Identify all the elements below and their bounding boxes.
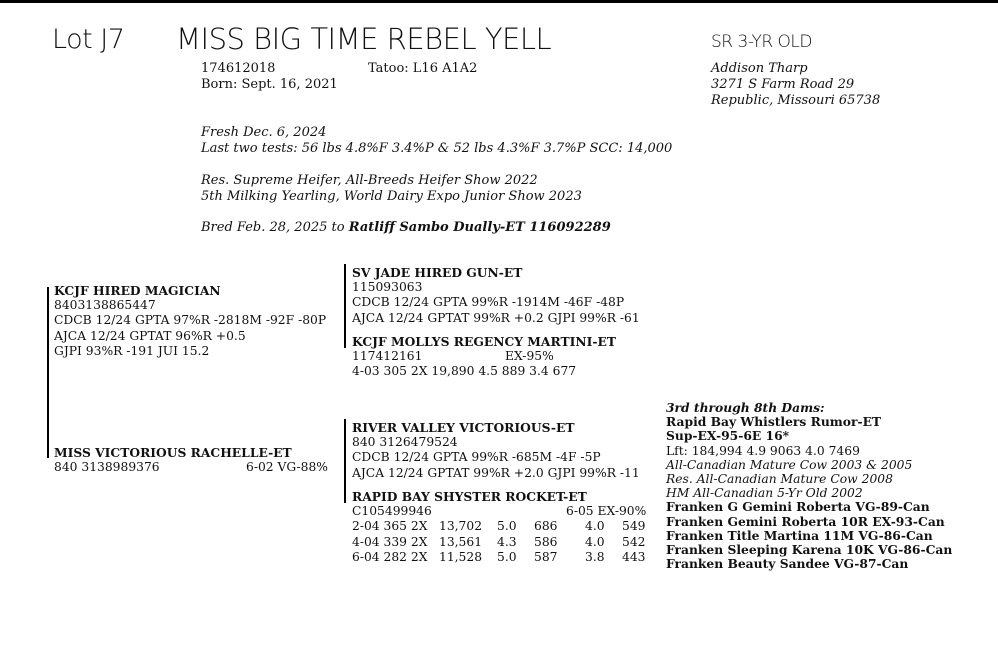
record-cell: 4.3	[497, 534, 517, 549]
record-cell: 13,702	[439, 519, 483, 534]
sires-dam-record: 4-03 305 2X 19,890 4.5 889 3.4 677	[352, 364, 577, 379]
animal-class: SR 3-YR OLD	[711, 32, 812, 52]
sire-block	[54, 283, 326, 359]
third-dam-name: Rapid Bay Whistlers Rumor-ET	[666, 414, 882, 430]
sires-sire-reg: 115093063	[352, 280, 423, 295]
dam-score: 6-02 VG-88%	[246, 460, 328, 475]
record-cell: 4-04 339 2X	[352, 534, 428, 549]
sires-sire-line-1: CDCB 12/24 GPTA 99%R -1914M -46F -48P	[352, 295, 625, 310]
fifth-dam: Franken Gemini Roberta 10R EX-93-Can	[666, 513, 945, 529]
sires-sire-name: SV JADE HIRED GUN-ET	[352, 265, 523, 280]
pedigree-line-dam	[344, 419, 346, 503]
dams-section	[666, 401, 952, 571]
dams-sire-line-1: CDCB 12/24 GPTA 99%R -685M -4F -5P	[352, 450, 601, 465]
dams-dam-reg-row	[352, 504, 652, 519]
sires-dam-name: KCJF MOLLYS REGENCY MARTINI-ET	[352, 334, 616, 349]
dam-reg-row	[54, 460, 334, 475]
eighth-dam: Franken Beauty Sandee VG-87-Can	[666, 556, 909, 572]
last-tests: Last two tests: 56 lbs 4.8%F 3.4%P & 52 lbs 4.3%F 3.7%P SCC: 14,000	[201, 141, 673, 156]
award-1: Res. Supreme Heifer, All-Breeds Heifer Show 2022	[201, 173, 538, 188]
sires-sire-block	[352, 265, 640, 326]
record-cell: 11,528	[439, 549, 483, 564]
dam-reg: 840 3138989376	[54, 460, 160, 475]
dams-dam-score: 6-05 EX-90%	[566, 504, 647, 519]
sire-line-3: GJPI 93%R -191 JUI 15.2	[54, 343, 210, 358]
record-row	[352, 519, 652, 534]
record-cell: 586	[534, 534, 558, 549]
dam-block	[54, 445, 334, 475]
record-row	[352, 535, 652, 550]
record-cell: 3.8	[585, 549, 605, 564]
dam-name: MISS VICTORIOUS RACHELLE-ET	[54, 445, 292, 460]
born-date: Born: Sept. 16, 2021	[201, 77, 338, 92]
sires-dam-reg-row	[352, 349, 592, 364]
fourth-dam: Franken G Gemini Roberta VG-89-Can	[666, 499, 930, 515]
record-cell: 13,561	[439, 534, 483, 549]
record-cell: 5.0	[497, 549, 517, 564]
dams-sire-name: RIVER VALLEY VICTORIOUS-ET	[352, 420, 575, 435]
bred-info: Bred Feb. 28, 2025 to Ratliff Sambo Dually-ET 116092289	[201, 220, 611, 235]
seventh-dam: Franken Sleeping Karena 10K VG-86-Can	[666, 542, 953, 558]
third-dam-score: Sup-EX-95-6E 16*	[666, 428, 790, 444]
sire-reg: 8403138865447	[54, 298, 156, 313]
lot-number: Lot J7	[52, 24, 125, 55]
record-cell: 443	[622, 549, 646, 564]
sires-sire-line-2: AJCA 12/24 GPTAT 99%R +0.2 GJPI 99%R -61	[352, 310, 640, 325]
sire-line-1: CDCB 12/24 GPTA 97%R -2818M -92F -80P	[54, 313, 327, 328]
record-cell: 4.0	[585, 519, 605, 534]
record-cell: 549	[622, 519, 646, 534]
consignor-name: Addison Tharp	[711, 61, 808, 76]
consignor-city: Republic, Missouri 65738	[711, 93, 881, 108]
record-cell: 6-04 282 2X	[352, 549, 428, 564]
animal-name: MISS BIG TIME REBEL YELL	[176, 22, 552, 56]
award-2: 5th Milking Yearling, World Dairy Expo Junior Show 2023	[201, 189, 582, 204]
dams-heading: 3rd through 8th Dams:	[666, 400, 825, 415]
record-cell: 542	[622, 534, 646, 549]
dams-dam-records	[352, 519, 652, 565]
sires-dam-reg: 117412161	[352, 349, 423, 364]
third-dam-award-1: All-Canadian Mature Cow 2003 & 2005	[666, 457, 913, 472]
record-cell: 5.0	[497, 519, 517, 534]
dams-dam-name: RAPID BAY SHYSTER ROCKET-ET	[352, 489, 587, 504]
consignor-address: 3271 S Farm Road 29	[711, 77, 855, 92]
third-dam-lifetime: Lft: 184,994 4.9 9063 4.0 7469	[666, 443, 860, 458]
sire-name: KCJF HIRED MAGICIAN	[54, 283, 221, 298]
record-cell: 2-04 365 2X	[352, 519, 428, 534]
pedigree-line-left	[47, 287, 49, 458]
record-cell: 686	[534, 519, 558, 534]
registration-number: 174612018	[201, 61, 276, 76]
dams-sire-block	[352, 420, 640, 481]
record-row	[352, 550, 652, 565]
pedigree-line-sire	[344, 264, 346, 348]
third-dam-award-3: HM All-Canadian 5-Yr Old 2002	[666, 486, 863, 501]
dams-dam-reg: C105499946	[352, 504, 432, 519]
sire-line-2: AJCA 12/24 GPTAT 96%R +0.5	[54, 328, 246, 343]
dams-dam-block	[352, 489, 652, 565]
record-cell: 587	[534, 549, 558, 564]
top-border	[0, 0, 998, 3]
record-cell: 4.0	[585, 534, 605, 549]
sires-dam-block	[352, 334, 616, 380]
fresh-date: Fresh Dec. 6, 2024	[201, 125, 327, 140]
dams-sire-reg: 840 3126479524	[352, 435, 458, 450]
third-dam-award-2: Res. All-Canadian Mature Cow 2008	[666, 472, 893, 487]
sires-dam-score: EX-95%	[505, 349, 554, 364]
sixth-dam: Franken Title Martina 11M VG-86-Can	[666, 527, 933, 543]
dams-sire-line-2: AJCA 12/24 GPTAT 99%R +2.0 GJPI 99%R -11	[352, 465, 640, 480]
tattoo: Tatoo: L16 A1A2	[368, 61, 478, 76]
